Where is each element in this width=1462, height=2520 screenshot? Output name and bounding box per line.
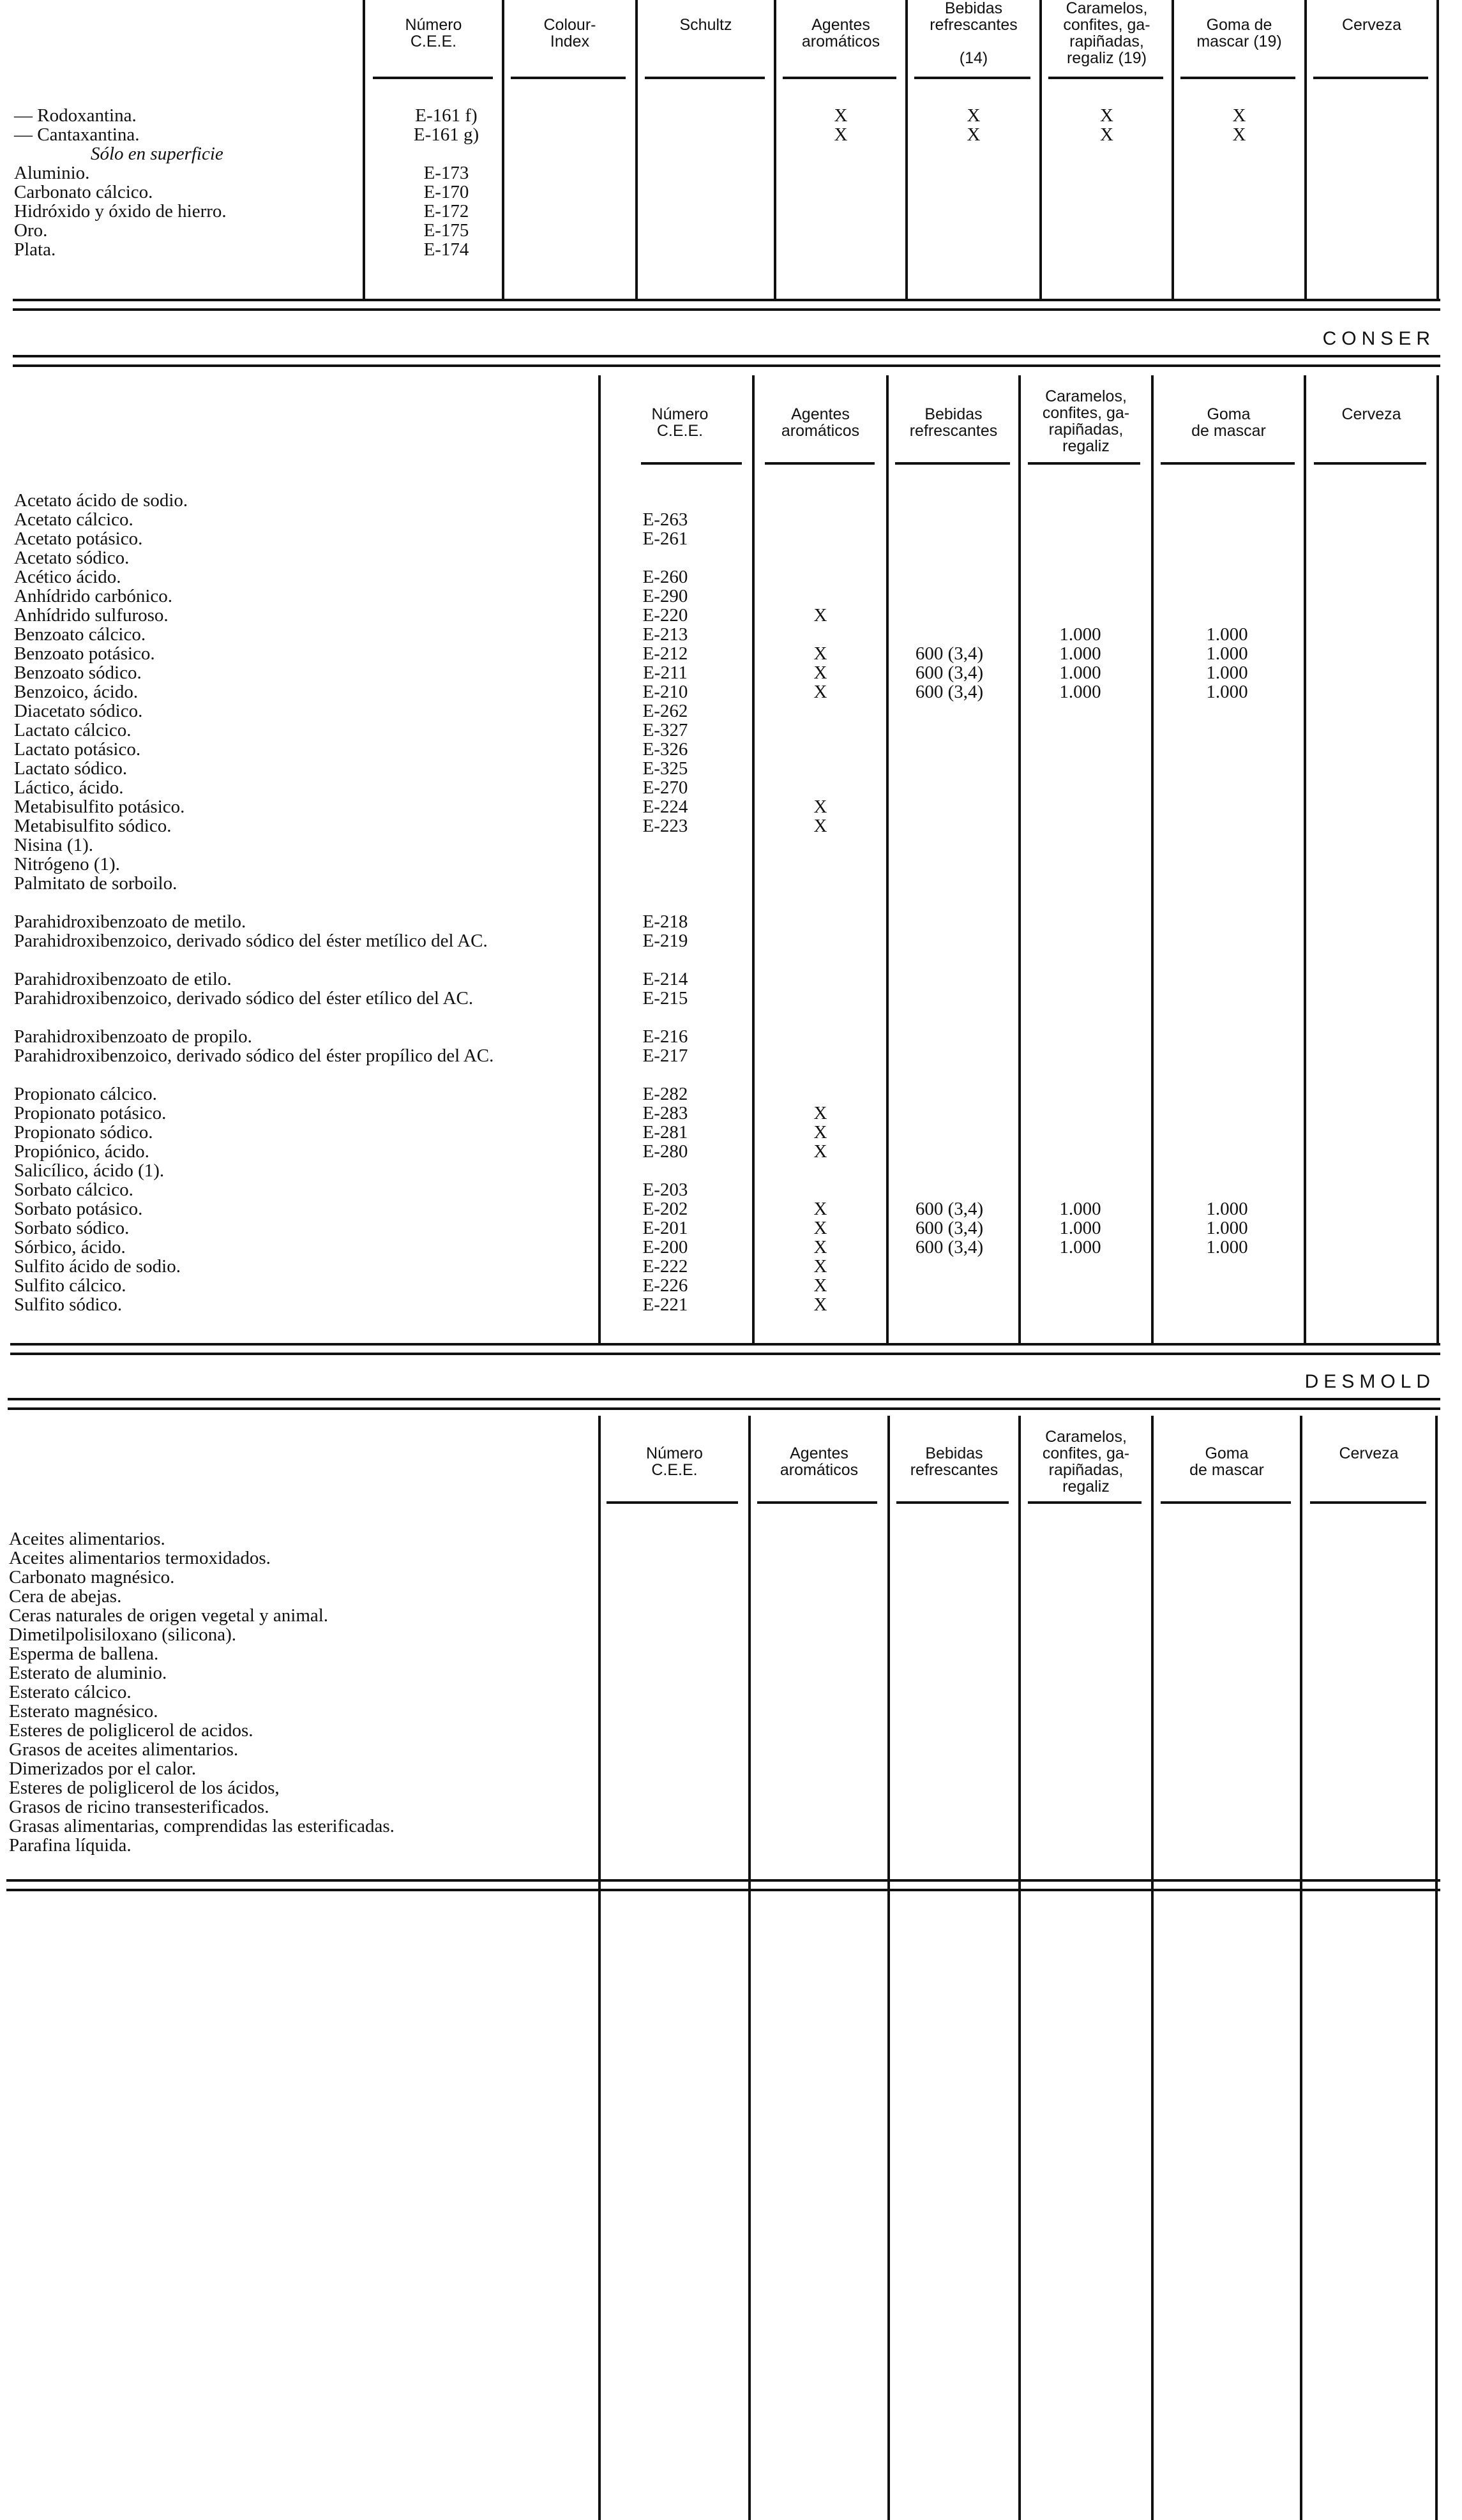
cell-caramelos: 1.000 — [1059, 1199, 1101, 1219]
cell-cee: E-161 f) — [415, 105, 478, 126]
cell-caramelos: 1.000 — [1059, 624, 1101, 645]
cell-cee: E-210 — [642, 682, 688, 702]
row-name: Diacetato sódico. — [14, 701, 143, 721]
row-name: Parafina líquida. — [9, 1835, 132, 1856]
cell-cee: E-226 — [642, 1275, 688, 1296]
row-name: Sulfito cálcico. — [14, 1275, 126, 1296]
row-name: Propionato potásico. — [14, 1103, 167, 1123]
cell-cee: E-260 — [642, 567, 688, 587]
row-name: Láctico, ácido. — [14, 777, 124, 798]
cell-cee: E-327 — [642, 720, 688, 740]
col-header-numero: Número C.E.E. — [405, 16, 462, 50]
cell-caramelos: 1.000 — [1059, 682, 1101, 702]
cell-cee: E-213 — [642, 624, 688, 645]
conser-header-numero: Número C.E.E. — [651, 405, 709, 440]
cell-cee: E-222 — [642, 1256, 688, 1277]
cell-cee: E-172 — [423, 201, 469, 221]
row-name: Anhídrido carbónico. — [14, 586, 173, 606]
row-name: Benzoato sódico. — [14, 663, 142, 683]
cell-bebidas: 600 (3,4) — [915, 643, 984, 664]
row-name: Acetato cálcico. — [14, 509, 133, 530]
cell-caramelos: 1.000 — [1059, 663, 1101, 683]
cell-cee: E-161 g) — [413, 124, 479, 145]
cell-caramelos: 1.000 — [1059, 643, 1101, 664]
cell-cee: E-282 — [642, 1084, 688, 1104]
row-name: Esteres de poliglicerol de acidos. — [9, 1720, 253, 1741]
table-row — [9, 1606, 1433, 1625]
row-name: Esperma de ballena. — [9, 1644, 159, 1664]
table-row — [9, 1663, 1433, 1683]
row-name: Palmitato de sorboilo. — [14, 873, 177, 894]
cell-cee: E-175 — [423, 220, 469, 241]
cell-agentes: X — [813, 797, 827, 817]
table-row — [9, 1549, 1433, 1568]
cell-agentes: X — [813, 605, 827, 626]
cell-cee: E-173 — [423, 163, 469, 183]
row-name: — Rodoxantina. — [14, 105, 137, 126]
cell-cee: E-325 — [642, 758, 688, 779]
row-name: Acetato sódico. — [14, 548, 130, 568]
cell-agentes: X — [813, 1237, 827, 1257]
table-row — [9, 1683, 1433, 1702]
row-name: Nitrógeno (1). — [14, 854, 120, 874]
row-name: Parahidroxibenzoico, derivado sódico del éster etílico del AC. — [14, 988, 474, 1009]
cell-goma: X — [1232, 124, 1246, 145]
cell-cee: E-174 — [423, 239, 469, 260]
cell-cee: E-217 — [642, 1046, 688, 1066]
row-name: Lactato cálcico. — [14, 720, 132, 740]
row-name: Propionato cálcico. — [14, 1084, 157, 1104]
row-name: Benzoato potásico. — [14, 643, 155, 664]
desmold-header-bebidas: Bebidas refrescantes — [910, 1444, 999, 1479]
cell-cee: E-201 — [642, 1218, 688, 1238]
conser-header-bebidas: Bebidas refrescantes — [909, 405, 998, 440]
row-name: Acetato ácido de sodio. — [14, 490, 188, 511]
row-name: Grasas alimentarias, comprendidas las esterificadas. — [9, 1816, 395, 1836]
cell-goma: 1.000 — [1206, 1237, 1248, 1257]
col-header-goma: Goma de mascar (19) — [1196, 16, 1282, 50]
cell-cee: E-263 — [642, 509, 688, 530]
cell-agentes: X — [813, 1122, 827, 1143]
cell-cee: E-202 — [642, 1199, 688, 1219]
row-name: Hidróxido y óxido de hierro. — [14, 201, 227, 221]
cell-cee: E-211 — [643, 663, 688, 683]
cell-goma: 1.000 — [1206, 643, 1248, 664]
desmold-header-cerveza: Cerveza — [1339, 1444, 1399, 1462]
cell-cee: E-214 — [642, 969, 688, 989]
row-name: Sólo en superficie — [91, 144, 223, 164]
row-name: Carbonato cálcico. — [14, 182, 153, 202]
row-name: Nisina (1). — [14, 835, 94, 855]
row-name: Ceras naturales de origen vegetal y animal. — [9, 1605, 329, 1626]
table-row — [9, 1529, 1433, 1549]
cell-cee: E-170 — [423, 182, 469, 202]
table-row — [9, 1778, 1433, 1797]
row-name: Grasos de aceites alimentarios. — [9, 1739, 239, 1760]
conser-header-caramelos: Caramelos, confites, ga- rapiñadas, regaliz — [1042, 387, 1130, 455]
cell-cee: E-203 — [642, 1180, 688, 1200]
row-name: Metabisulfito potásico. — [14, 797, 185, 817]
row-name: Lactato potásico. — [14, 739, 141, 760]
row-name: Acetato potásico. — [14, 529, 143, 549]
row-name: Anhídrido sulfuroso. — [14, 605, 169, 626]
cell-cee: E-270 — [642, 777, 688, 798]
table-row — [9, 1817, 1433, 1836]
row-name: Sulfito sódico. — [14, 1294, 123, 1315]
row-name: Sulfito ácido de sodio. — [14, 1256, 181, 1277]
cell-bebidas: X — [967, 124, 981, 145]
cell-caramelos: X — [1100, 105, 1113, 126]
row-name: Esterato cálcico. — [9, 1682, 132, 1702]
row-name: Metabisulfito sódico. — [14, 816, 172, 836]
section-title-conser: CONSER — [1322, 328, 1435, 349]
cell-cee: E-219 — [642, 931, 688, 951]
cell-cee: E-223 — [642, 816, 688, 836]
row-name: Dimerizados por el calor. — [9, 1759, 197, 1779]
conser-header-agentes: Agentes aromáticos — [781, 405, 860, 440]
cell-goma: 1.000 — [1206, 1218, 1248, 1238]
section-title-desmold: DESMOLD — [1304, 1371, 1435, 1392]
cell-bebidas: X — [967, 105, 981, 126]
cell-agentes: X — [813, 663, 827, 683]
row-name: Sorbato cálcico. — [14, 1180, 133, 1200]
cell-cee: E-262 — [642, 701, 688, 721]
row-name: Carbonato magnésico. — [9, 1567, 175, 1587]
row-name: Dimetilpolisiloxano (silicona). — [9, 1624, 237, 1645]
row-name: Grasos de ricino transesterificados. — [9, 1797, 269, 1817]
row-name: Parahidroxibenzoato de propilo. — [14, 1026, 252, 1047]
col-header-caramelos: Caramelos, confites, ga- rapiñadas, regaliz (19) — [1063, 0, 1150, 67]
row-name: Sorbato potásico. — [14, 1199, 143, 1219]
row-name: Aceites alimentarios. — [9, 1529, 165, 1549]
col-header-colour-index: Colour- Index — [543, 16, 596, 50]
row-name: Oro. — [14, 220, 48, 241]
cell-cee: E-283 — [642, 1103, 688, 1123]
conser-header-goma: Goma de mascar — [1191, 405, 1266, 440]
row-name: Parahidroxibenzoato de metilo. — [14, 911, 246, 932]
table-row — [9, 1759, 1433, 1778]
cell-agentes: X — [813, 1256, 827, 1277]
table-row — [9, 1625, 1433, 1644]
row-name: Cera de abejas. — [9, 1586, 122, 1607]
row-name: Esterato de aluminio. — [9, 1663, 167, 1683]
col-header-cerveza: Cerveza — [1341, 16, 1402, 34]
table-row — [9, 1836, 1433, 1855]
cell-cee: E-326 — [642, 739, 688, 760]
cell-goma: 1.000 — [1206, 663, 1248, 683]
cell-caramelos: 1.000 — [1059, 1218, 1101, 1238]
table-row — [9, 1644, 1433, 1663]
row-name: Benzoico, ácido. — [14, 682, 139, 702]
desmold-header-goma: Goma de mascar — [1189, 1444, 1264, 1479]
row-name: Aluminio. — [14, 163, 90, 183]
row-name: Esterato magnésico. — [9, 1701, 158, 1721]
row-name: — Cantaxantina. — [14, 124, 140, 145]
desmold-header-caramelos: Caramelos, confites, ga- rapiñadas, regaliz — [1042, 1428, 1130, 1496]
cell-agentes: X — [813, 682, 827, 702]
cell-cee: E-215 — [642, 988, 688, 1009]
cell-bebidas: 600 (3,4) — [915, 1237, 984, 1257]
row-name: Lactato sódico. — [14, 758, 128, 779]
table-row — [9, 1568, 1433, 1587]
cell-cee: E-212 — [642, 643, 688, 664]
cell-agentes: X — [813, 1275, 827, 1296]
row-name: Parahidroxibenzoato de etilo. — [14, 969, 232, 989]
row-name: Salicílico, ácido (1). — [14, 1160, 165, 1181]
table-row — [9, 1702, 1433, 1721]
cell-bebidas: 600 (3,4) — [915, 663, 984, 683]
section-divider — [6, 1879, 1440, 1891]
row-name: Propiónico, ácido. — [14, 1141, 149, 1162]
col-header-bebidas: Bebidas refrescantes (14) — [930, 0, 1018, 67]
cell-cee: E-220 — [642, 605, 688, 626]
desmold-header-agentes: Agentes aromáticos — [780, 1444, 859, 1479]
cell-caramelos: X — [1100, 124, 1113, 145]
cell-cee: E-224 — [642, 797, 688, 817]
row-name: Propionato sódico. — [14, 1122, 153, 1143]
table-row — [9, 1721, 1433, 1740]
cell-agentes: X — [813, 1141, 827, 1162]
cell-goma: X — [1232, 105, 1246, 126]
row-name: Parahidroxibenzoico, derivado sódico del éster propílico del AC. — [14, 1046, 494, 1066]
cell-cee: E-280 — [642, 1141, 688, 1162]
row-name: Sorbato sódico. — [14, 1218, 130, 1238]
desmold-header-numero: Número C.E.E. — [646, 1444, 703, 1479]
cell-agentes: X — [813, 1199, 827, 1219]
row-name: Benzoato cálcico. — [14, 624, 146, 645]
cell-cee: E-281 — [642, 1122, 688, 1143]
row-name: Acético ácido. — [14, 567, 121, 587]
cell-bebidas: 600 (3,4) — [915, 1218, 984, 1238]
cell-goma: 1.000 — [1206, 682, 1248, 702]
cell-cee: E-218 — [642, 911, 688, 932]
cell-agentes: X — [813, 643, 827, 664]
conser-header-cerveza: Cerveza — [1341, 405, 1401, 423]
desmold-rows — [9, 1529, 1433, 1855]
cell-bebidas: 600 (3,4) — [915, 682, 984, 702]
table-row — [9, 1797, 1433, 1817]
cell-cee: E-200 — [642, 1237, 688, 1257]
cell-cee: E-290 — [642, 586, 688, 606]
cell-bebidas: 600 (3,4) — [915, 1199, 984, 1219]
cell-agentes: X — [813, 1294, 827, 1315]
table-row — [9, 1587, 1433, 1606]
cell-agentes: X — [834, 105, 848, 126]
cell-goma: 1.000 — [1206, 1199, 1248, 1219]
row-name: Parahidroxibenzoico, derivado sódico del éster metílico del AC. — [14, 931, 488, 951]
cell-goma: 1.000 — [1206, 624, 1248, 645]
cell-agentes: X — [813, 816, 827, 836]
cell-caramelos: 1.000 — [1059, 1237, 1101, 1257]
cell-agentes: X — [834, 124, 848, 145]
cell-agentes: X — [813, 1103, 827, 1123]
col-header-schultz: Schultz — [679, 16, 732, 34]
row-name: Sórbico, ácido. — [14, 1237, 126, 1257]
table-row — [9, 1740, 1433, 1759]
cell-cee: E-261 — [642, 529, 688, 549]
row-name: Aceites alimentarios termoxidados. — [9, 1548, 271, 1568]
cell-agentes: X — [813, 1218, 827, 1238]
col-header-agentes: Agentes aromáticos — [801, 16, 880, 50]
row-name: Esteres de poliglicerol de los ácidos, — [9, 1778, 280, 1798]
cell-cee: E-216 — [642, 1026, 688, 1047]
cell-cee: E-221 — [642, 1294, 688, 1315]
row-name: Plata. — [14, 239, 56, 260]
